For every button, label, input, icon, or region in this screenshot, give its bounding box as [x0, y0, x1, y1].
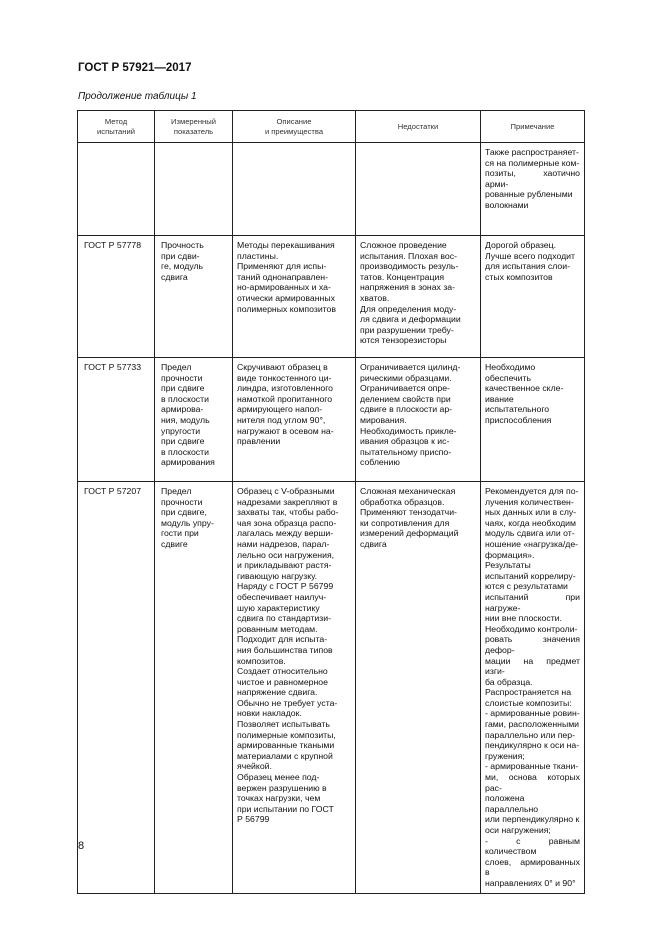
- cell-method: ГОСТ Р 57207: [78, 482, 155, 894]
- column-header-description: Описание и преимущества: [233, 111, 356, 143]
- document-header: ГОСТ Р 57921—2017: [78, 62, 192, 74]
- table-header-row: [78, 111, 585, 143]
- cell-indicator: Прочность при сдви- ге, модуль сдвига: [155, 236, 233, 358]
- table-row: [78, 482, 585, 894]
- cell-method: [78, 143, 155, 236]
- cell-indicator: Предел прочности при сдвиге, модуль упру- гости при сдвиге: [155, 482, 233, 894]
- cell-indicator: Предел прочности при сдвиге в плоскости армирова- ния, модуль упругости при сдвиге в плоскости армирования: [155, 358, 233, 482]
- cell-description: [233, 143, 356, 236]
- cell-note: Необходимо обеспечить качественное скле- ивание испытательного приспособления: [481, 358, 585, 482]
- column-header-method: Метод испытаний: [78, 111, 155, 143]
- column-header-note: Примечание: [481, 111, 585, 143]
- table-row: [78, 143, 585, 236]
- cell-method: ГОСТ Р 57733: [78, 358, 155, 482]
- cell-drawbacks: Сложная механическая обработка образцов. Применяют тензодатчи- ки сопротивления для измерений деформаций сдвига: [356, 482, 481, 894]
- cell-method: ГОСТ Р 57778: [78, 236, 155, 358]
- table-row: [78, 236, 585, 358]
- cell-note: Дорогой образец. Лучше всего подходит для испытания слои- стых композитов: [481, 236, 585, 358]
- column-header-indicator: Измеренный показатель: [155, 111, 233, 143]
- cell-drawbacks: Ограничивается цилинд- рическими образцами. Ограничивается опре- делением свойств при сдвиге в плоскости ар- мирования. Необходимость прикле- ивания образцов к ис- пытательному приспо- соблению: [356, 358, 481, 482]
- page-number: 8: [78, 840, 85, 852]
- column-header-drawbacks: Недостатки: [356, 111, 481, 143]
- cell-drawbacks: [356, 143, 481, 236]
- methods-table: [77, 110, 585, 894]
- cell-description: Скручивают образец в виде тонкостенного ци- линдра, изготовленного намоткой пропитанного армирующего напол- нителя под углом 90°, нагружают в осевом на- правлении: [233, 358, 356, 482]
- table-row: [78, 358, 585, 482]
- cell-note: Также распространяет- ся на полимерные ком- позиты, хаотично арми- рованные рублеными волокнами: [481, 143, 585, 236]
- table-caption: Продолжение таблицы 1: [78, 91, 197, 102]
- cell-description: Образец с V-образными надрезами закрепляют в захваты так, чтобы рабо- чая зона образца распо- лагалась между верши- нами надрезов, парал- лельно оси нагружения, и прикладывают растя- гивающую нагрузку. Наряду с ГОСТ Р 56799 обеспечивает наилуч- шую характеристику сдвига по стандартизи- рованным методам. Подходит для испыта- ния большинства типов композитов. Создает относительно чистое и равномерное напряжение сдвига. Обычно не требует уста- новки накладок. Позволяет испытывать полимерные композиты, армированные ткаными материалами с крупной ячейкой. Образец менее под- вержен разрушению в точках нагрузки, чем при испытании по ГОСТ Р 56799: [233, 482, 356, 894]
- cell-drawbacks: Сложное проведение испытания. Плохая вос- производимость резуль- татов. Концентрация напряжения в зонах за- хватов. Для определения моду- ля сдвига и деформации при разрушении требу- ются тензорезисторы: [356, 236, 481, 358]
- cell-description: Методы перекашивания пластины. Применяют для испы- таний однонаправлен- но-армированных и ха- отически армированных полимерных композитов: [233, 236, 356, 358]
- cell-indicator: [155, 143, 233, 236]
- cell-note: Рекомендуется для по- лучения количествен- ных данных или в слу- чаях, когда необходим модуль сдвига или от- ношение «нагрузка/де- формация». Результаты испытаний коррелиру- ются с результатами испытаний при нагруже- нии вне плоскости. Необходимо контроли- ровать значения дефор- мации на предмет изги- ба образца. Распространяется на слоистые композиты: - армированные ровин- гами, расположенными параллельно или пер- пендикулярно к оси на- гружения; - армированные ткани- ми, основа которых рас- положена параллельно или перпендикулярно к оси нагружения; - с равным количеством слоев, армированных в направлениях 0° и 90°: [481, 482, 585, 894]
